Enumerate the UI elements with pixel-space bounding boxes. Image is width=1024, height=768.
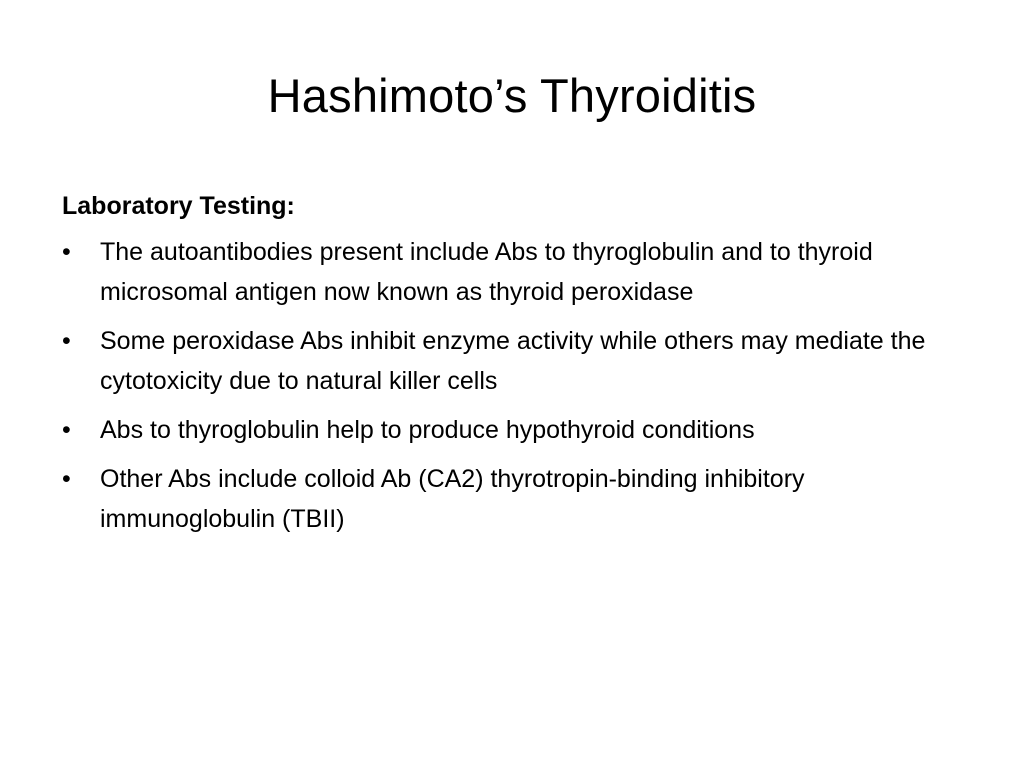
bullet-icon: •: [62, 416, 71, 444]
bullet-text: Some peroxidase Abs inhibit enzyme activity while others may mediate the cytotoxicity due to natural killer cells: [100, 327, 926, 395]
bullet-item: [62, 321, 974, 401]
slide-body: [62, 186, 974, 548]
bullet-item: [62, 459, 974, 539]
bullet-icon: •: [62, 327, 71, 355]
bullet-text: Abs to thyroglobulin help to produce hypothyroid conditions: [100, 416, 755, 444]
slide-title: Hashimoto’s Thyroiditis: [267, 69, 757, 122]
bullet-icon: •: [62, 238, 71, 266]
section-heading: Laboratory Testing:: [62, 192, 295, 220]
bullet-list: [62, 232, 974, 539]
bullet-text: Other Abs include colloid Ab (CA2) thyrotropin-binding inhibitory immunoglobulin (TBII): [100, 465, 805, 533]
bullet-item: [62, 232, 974, 312]
bullet-text: The autoantibodies present include Abs to thyroglobulin and to thyroid microsomal antigen now known as thyroid peroxidase: [100, 238, 873, 306]
bullet-icon: •: [62, 465, 71, 493]
bullet-item: [62, 410, 974, 450]
